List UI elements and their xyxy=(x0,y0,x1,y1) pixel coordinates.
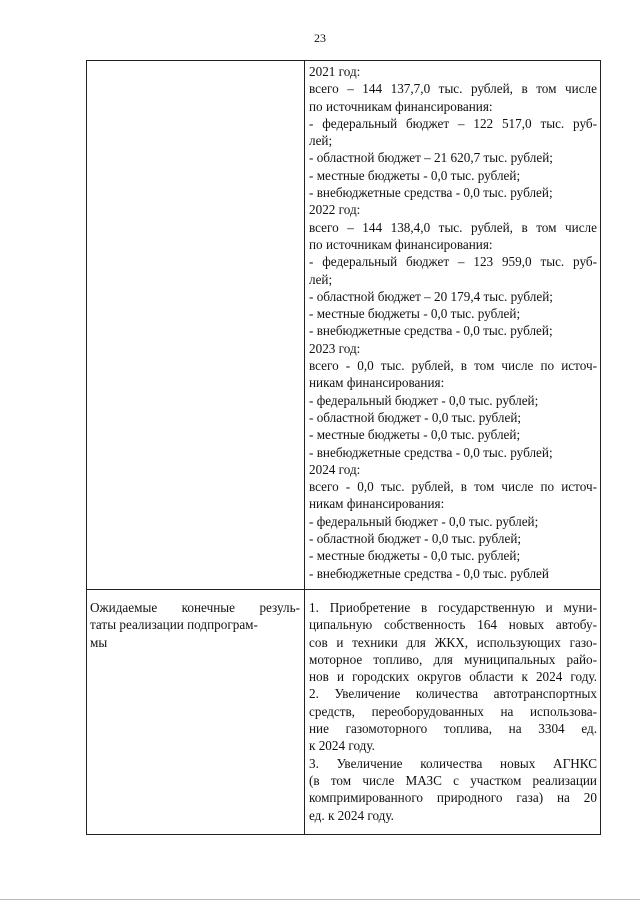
financing-line: - федеральный бюджет - 0,0 тыс. рублей; xyxy=(309,392,539,408)
financing-line: 2023 год: xyxy=(309,340,361,356)
financing-line: - местные бюджеты - 0,0 тыс. рублей; xyxy=(309,427,521,443)
results-cell xyxy=(305,590,601,835)
financing-line: 2021 год: xyxy=(309,64,361,79)
empty-label-cell xyxy=(87,61,305,590)
results-line: нов и городских округов области к 2024 году. xyxy=(309,669,597,685)
page-number: 23 xyxy=(314,31,326,45)
financing-line: лей; xyxy=(309,133,333,149)
results-line: (в том числе МАЗС с участком реализации xyxy=(309,772,597,788)
financing-line: всего - 0,0 тыс. рублей, в том числе по источ- xyxy=(309,358,597,374)
subprogram-passport-table xyxy=(86,60,601,835)
results-line: 3. Увеличение количества новых АГНКС xyxy=(309,755,597,771)
financing-line: 2022 год: xyxy=(309,202,361,218)
financing-line: - областной бюджет - 0,0 тыс. рублей; xyxy=(309,531,522,547)
results-line: 1. Приобретение в государственную и муни- xyxy=(309,600,597,615)
results-line: к 2024 году. xyxy=(309,738,375,754)
financing-line: - внебюджетные средства - 0,0 тыс. рублей; xyxy=(309,323,553,339)
results-line: моторное топливо, для муниципальных райо- xyxy=(309,651,597,667)
financing-line: - внебюджетные средства - 0,0 тыс. рублей xyxy=(309,565,549,581)
results-line: компримированного природного газа) на 20 xyxy=(309,790,597,806)
results-label-cell xyxy=(87,590,305,835)
financing-line: - местные бюджеты - 0,0 тыс. рублей; xyxy=(309,548,521,564)
table-row-financing xyxy=(87,61,601,590)
results-label-line: мы xyxy=(90,634,108,650)
financing-line: лей; xyxy=(309,271,333,287)
financing-line: по источникам финансирования: xyxy=(309,236,493,252)
results-label-text xyxy=(90,599,300,651)
results-line: сов и техники для ЖКХ, использующих газо- xyxy=(309,634,597,650)
financing-line: - областной бюджет – 20 179,4 тыс. рублей; xyxy=(309,288,553,304)
financing-line: - федеральный бюджет – 123 959,0 тыс. руб- xyxy=(309,254,597,270)
results-line: ед. к 2024 году. xyxy=(309,807,394,823)
financing-line: всего – 144 138,4,0 тыс. рублей, в том числе xyxy=(309,219,597,235)
financing-line: никам финансирования: xyxy=(309,375,445,391)
financing-cell xyxy=(305,61,601,590)
results-label-line: Ожидаемые конечные резуль- xyxy=(90,600,300,615)
financing-line: - местные бюджеты - 0,0 тыс. рублей; xyxy=(309,306,521,322)
financing-line: - областной бюджет - 0,0 тыс. рублей; xyxy=(309,409,522,425)
results-line: средств, переоборудованных на использова- xyxy=(309,703,597,719)
financing-line: - федеральный бюджет - 0,0 тыс. рублей; xyxy=(309,513,539,529)
results-text xyxy=(309,599,597,824)
financing-line: - внебюджетные средства - 0,0 тыс. рублей; xyxy=(309,444,553,460)
financing-line: 2024 год: xyxy=(309,461,361,477)
financing-line: - внебюджетные средства - 0,0 тыс. рублей; xyxy=(309,185,553,201)
financing-line: никам финансирования: xyxy=(309,496,445,512)
bottom-divider xyxy=(0,899,640,900)
table-row-expected-results xyxy=(87,590,601,835)
financing-line: всего – 144 137,7,0 тыс. рублей, в том числе xyxy=(309,81,597,97)
results-label-line: таты реализации подпрограм- xyxy=(90,617,258,633)
results-line: ние газомоторного топлива, на 3304 ед. xyxy=(309,721,597,737)
financing-line: - областной бюджет – 21 620,7 тыс. рублей; xyxy=(309,150,553,166)
results-line: 2. Увеличение количества автотранспортных xyxy=(309,686,597,702)
financing-line: по источникам финансирования: xyxy=(309,98,493,114)
results-line: ципальную собственность 164 новых автобу- xyxy=(309,617,597,633)
financing-text xyxy=(309,63,597,582)
financing-line: - федеральный бюджет – 122 517,0 тыс. руб- xyxy=(309,115,597,131)
financing-line: всего - 0,0 тыс. рублей, в том числе по источ- xyxy=(309,479,597,495)
financing-line: - местные бюджеты - 0,0 тыс. рублей; xyxy=(309,167,521,183)
